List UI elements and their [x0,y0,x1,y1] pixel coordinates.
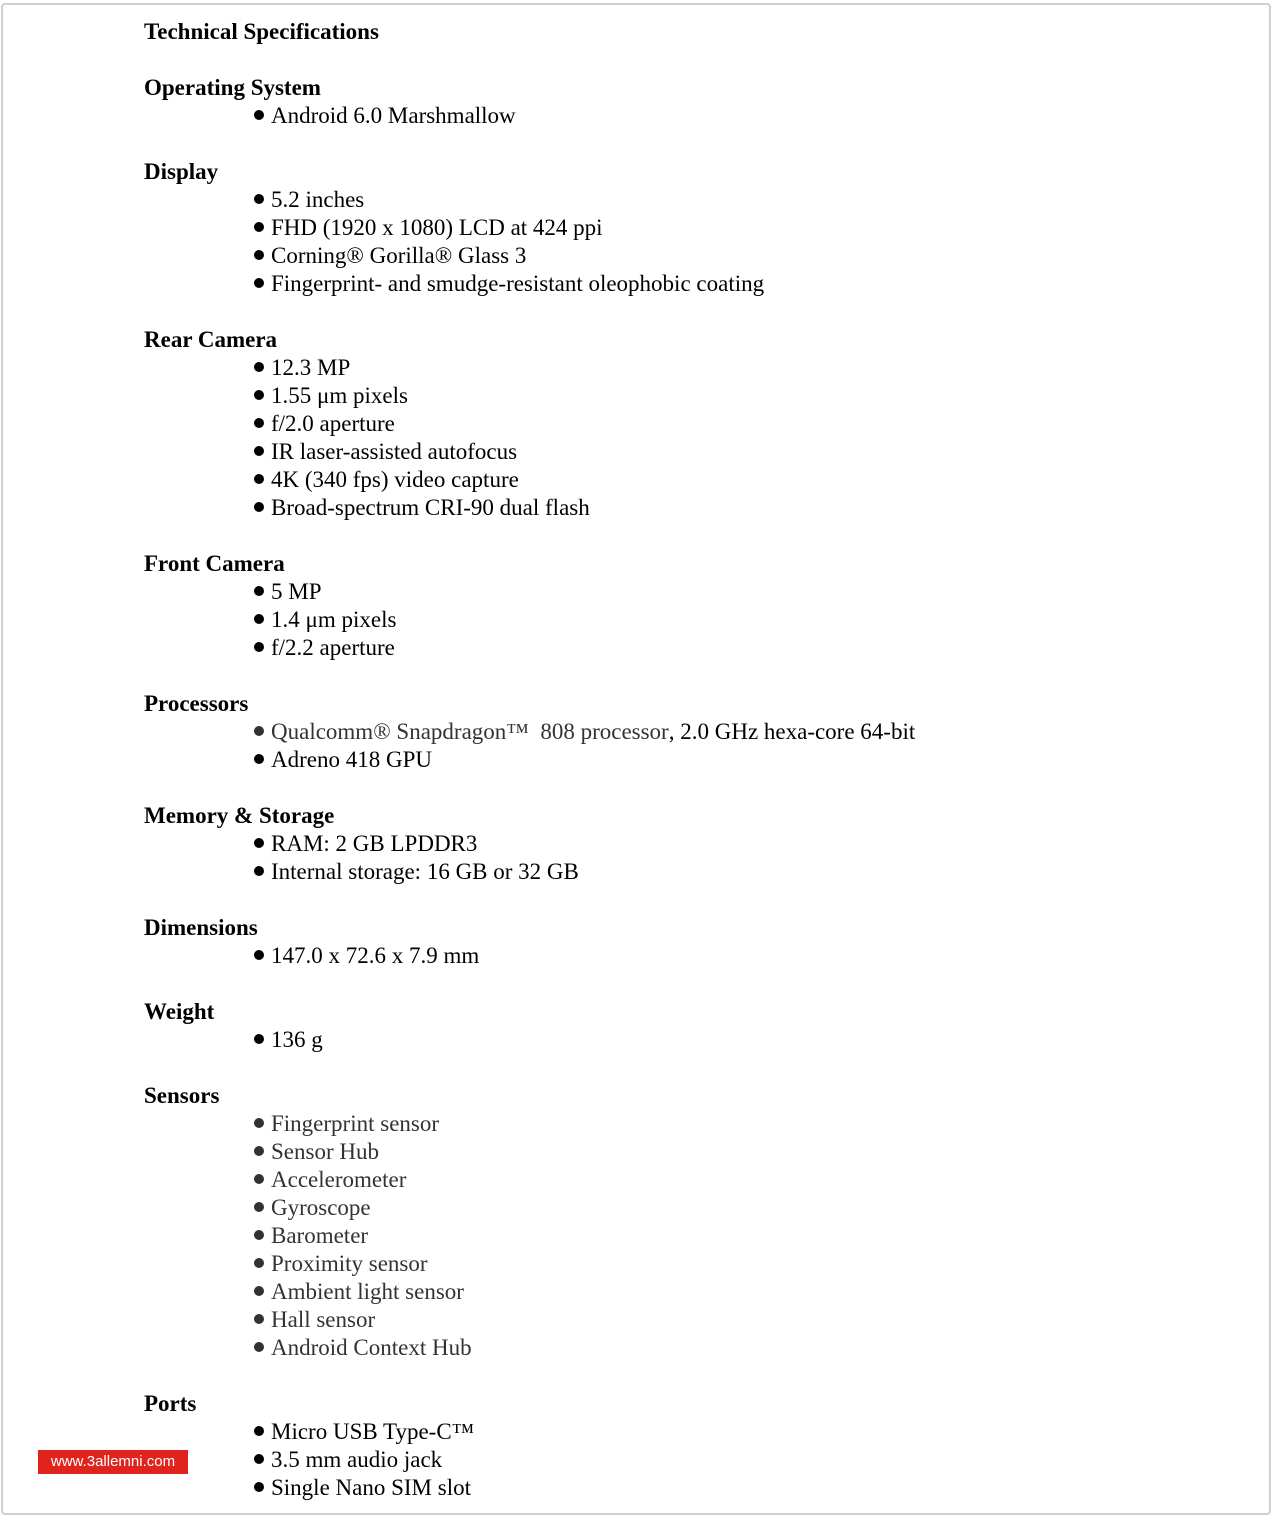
list-item: Fingerprint- and smudge-resistant oleophobic coating [254,270,1144,298]
bullet-icon [254,1034,264,1044]
bullet-icon [254,754,264,764]
section-display [144,158,1144,298]
spec-list [144,102,1144,130]
list-item: 3.5 mm audio jack [254,1446,1144,1474]
section-processors [144,690,1144,774]
bullet-icon [254,1202,264,1212]
list-item: Corning® Gorilla® Glass 3 [254,242,1144,270]
list-item: 1.55 μm pixels [254,382,1144,410]
list-item: Accelerometer [254,1166,1144,1194]
bullet-icon [254,1146,264,1156]
bullet-icon [254,1454,264,1464]
bullet-icon [254,474,264,484]
list-item: Android 6.0 Marshmallow [254,102,1144,130]
list-item: Broad-spectrum CRI-90 dual flash [254,494,1144,522]
bullet-icon [254,1342,264,1352]
list-item: FHD (1920 x 1080) LCD at 424 ppi [254,214,1144,242]
bullet-icon [254,418,264,428]
spec-document [144,16,1144,1530]
section-heading: Rear Camera [144,327,278,352]
list-item: RAM: 2 GB LPDDR3 [254,830,1144,858]
list-item: 147.0 x 72.6 x 7.9 mm [254,942,1144,970]
bullet-icon [254,1174,264,1184]
bullet-icon [254,502,264,512]
spec-list [144,830,1144,886]
bullet-icon [254,194,264,204]
list-item: 5 MP [254,578,1144,606]
section-operating-system [144,74,1144,130]
spec-list [144,354,1144,522]
section-weight [144,998,1144,1054]
bullet-icon [254,446,264,456]
bullet-icon [254,1258,264,1268]
list-item: Hall sensor [254,1306,1144,1334]
list-item: f/2.0 aperture [254,410,1144,438]
spec-list [144,578,1144,662]
section-heading: Processors [144,691,249,716]
section-rear-camera [144,326,1144,522]
list-item: Micro USB Type-C™ [254,1418,1144,1446]
section-heading: Display [144,159,219,184]
bullet-icon [254,1314,264,1324]
section-heading: Sensors [144,1083,220,1108]
bullet-icon [254,278,264,288]
bullet-icon [254,1230,264,1240]
section-heading: Operating System [144,75,321,100]
bullet-icon [254,614,264,624]
page-title: Technical Specifications [144,19,379,44]
list-item: Adreno 418 GPU [254,746,1144,774]
bullet-icon [254,390,264,400]
bullet-icon [254,110,264,120]
list-item: Fingerprint sensor [254,1110,1144,1138]
list-item: Sensor Hub [254,1138,1144,1166]
list-item: Proximity sensor [254,1250,1144,1278]
section-heading: Front Camera [144,551,285,576]
list-item: Single Nano SIM slot [254,1474,1144,1502]
list-item: Ambient light sensor [254,1278,1144,1306]
bullet-icon [254,586,264,596]
list-item: IR laser-assisted autofocus [254,438,1144,466]
list-item: 5.2 inches [254,186,1144,214]
list-item: Internal storage: 16 GB or 32 GB [254,858,1144,886]
bullet-icon [254,222,264,232]
bullet-icon [254,1482,264,1492]
list-item: 136 g [254,1026,1144,1054]
bullet-icon [254,866,264,876]
bullet-icon [254,1286,264,1296]
section-memory-storage [144,802,1144,886]
bullet-icon [254,362,264,372]
section-heading: Memory & Storage [144,803,335,828]
list-item: 4K (340 fps) video capture [254,466,1144,494]
spec-list [144,1026,1144,1054]
list-item: Gyroscope [254,1194,1144,1222]
list-item: Barometer [254,1222,1144,1250]
spec-list [144,942,1144,970]
spec-list [144,1110,1144,1362]
section-heading: Weight [144,999,215,1024]
list-item: 1.4 μm pixels [254,606,1144,634]
bullet-icon [254,1118,264,1128]
section-heading: Dimensions [144,915,258,940]
bullet-icon [254,642,264,652]
section-sensors [144,1082,1144,1362]
section-heading: Ports [144,1391,197,1416]
bullet-icon [254,838,264,848]
section-dimensions [144,914,1144,970]
spec-list [144,186,1144,298]
list-item: Android Context Hub [254,1334,1144,1362]
list-item: f/2.2 aperture [254,634,1144,662]
list-item: Qualcomm® Snapdragon™ 808 processor , 2.0 GHz hexa-core 64-bit [254,718,1144,746]
spec-list [144,718,1144,774]
bullet-icon [254,250,264,260]
section-ports [144,1390,1144,1502]
watermark-badge: www.3allemni.com [38,1450,188,1474]
section-front-camera [144,550,1144,662]
bullet-icon [254,1426,264,1436]
list-item: 12.3 MP [254,354,1144,382]
bullet-icon [254,726,264,736]
bullet-icon [254,950,264,960]
spec-list [144,1418,1144,1502]
